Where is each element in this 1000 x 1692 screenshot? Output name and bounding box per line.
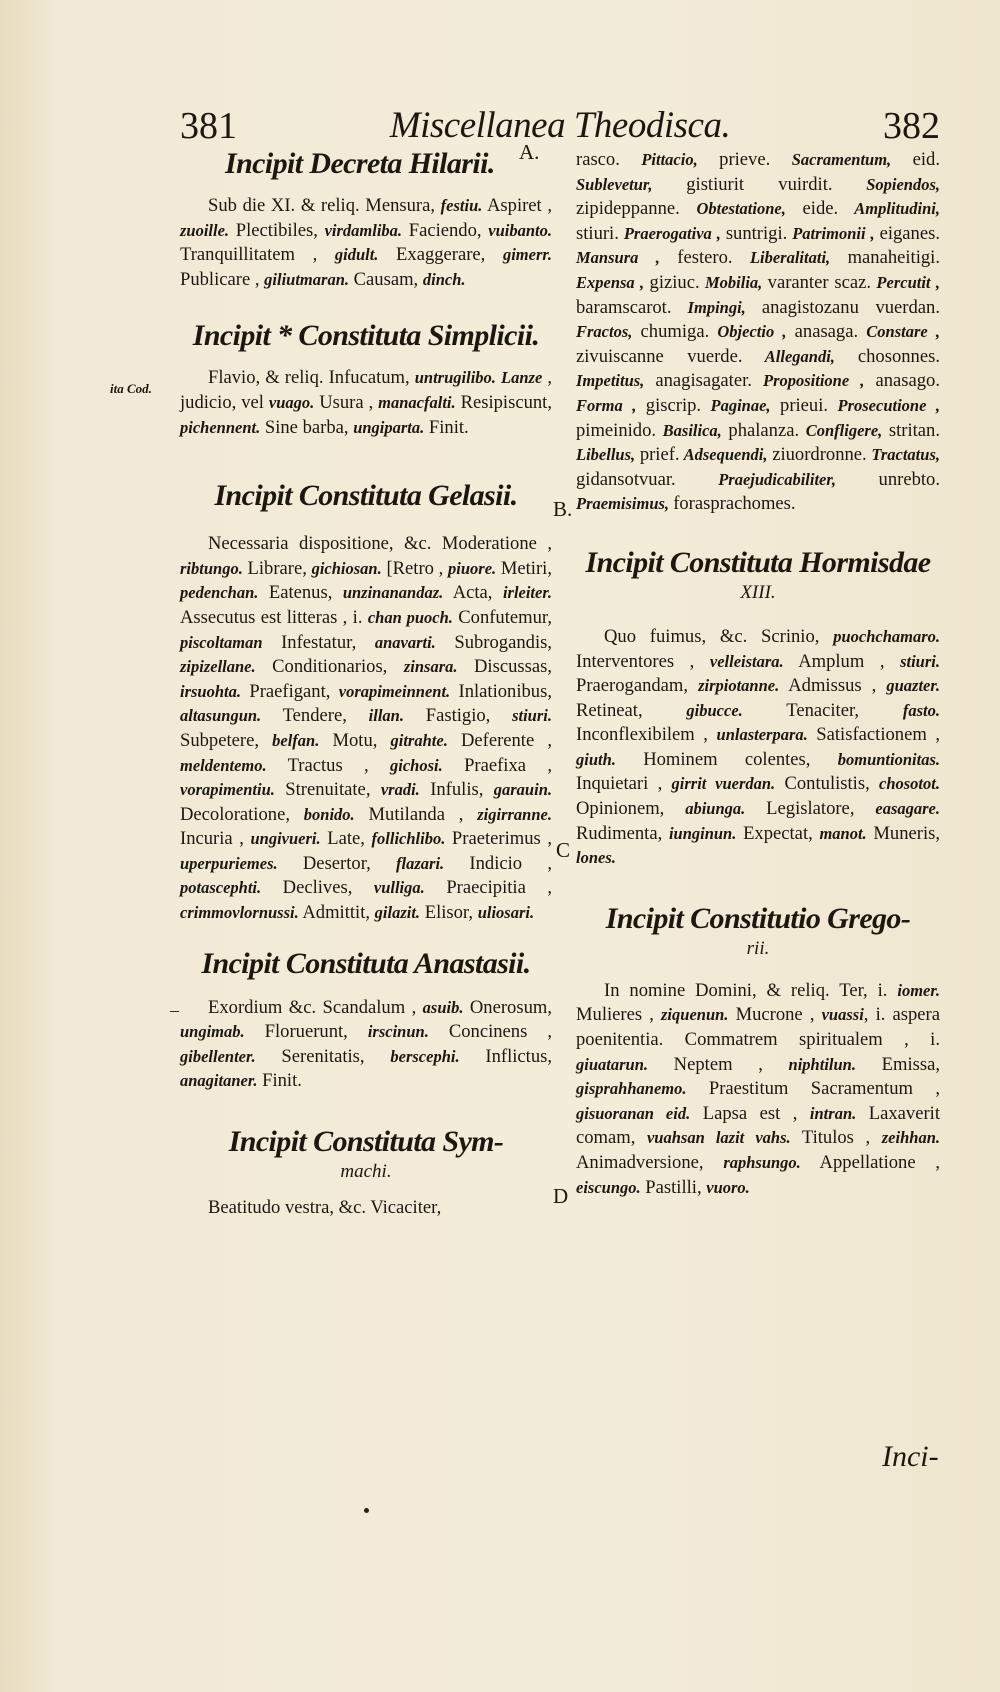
latin-text: Lapsa est , — [690, 1102, 810, 1124]
latin-text: pimeinido. — [576, 419, 657, 441]
latin-text: Mulieres , — [576, 1004, 662, 1026]
gloss-word: puochchamaro. — [833, 626, 940, 646]
latin-text: Tranquillitatem , — [180, 244, 335, 266]
gloss-word: chosotot. — [879, 774, 940, 794]
gloss-word: uliosari. — [477, 903, 535, 923]
margin-note: ita Cod. — [110, 381, 152, 396]
latin-text: Emissa, — [855, 1053, 941, 1075]
paragraph-anastasii — [180, 996, 552, 1094]
margin-dash: – — [170, 1000, 179, 1020]
gloss-word: gibucce. — [686, 700, 743, 720]
latin-text: Late, — [320, 828, 372, 850]
gloss-word: ungimab. — [180, 1022, 245, 1042]
latin-text: Admittit, — [298, 902, 375, 924]
gloss-word: Fractos, — [576, 322, 641, 342]
gloss-word: Mobilia, — [699, 272, 768, 292]
latin-text: varanter scaz. — [767, 271, 872, 293]
gloss-word: bonido. — [303, 804, 355, 824]
gloss-word: vorapimeinnent. — [338, 681, 451, 701]
gloss-word: Tractatus, — [866, 445, 940, 465]
latin-text: Appellatione , — [800, 1152, 940, 1173]
gloss-word: vuahsan lazit vahs. — [646, 1128, 791, 1148]
gloss-word: Sacramentum, — [770, 150, 913, 169]
latin-text: Metiri, — [496, 557, 552, 579]
latin-text: Inconflexibilem , — [576, 724, 717, 746]
latin-text: Conditionarios, — [255, 656, 404, 678]
gloss-word: giuth. — [576, 749, 616, 769]
latin-text: Tractus , — [266, 754, 391, 776]
gloss-word: ungiparta. — [353, 417, 425, 437]
gloss-word: irsuohta. — [180, 681, 241, 701]
gloss-word: Confligere, — [799, 420, 889, 440]
gloss-word: virdamliba. — [324, 220, 403, 240]
gloss-word: iunginun. — [668, 823, 737, 843]
latin-text: Assecutus est litteras , i. — [180, 606, 368, 628]
gloss-word: Prosecutione , — [828, 395, 940, 415]
latin-text: Praerogandam, — [576, 675, 699, 697]
latin-text: stritan. — [888, 419, 940, 441]
gloss-word: gibellenter. — [180, 1046, 256, 1066]
latin-text: Infulis, — [419, 779, 494, 801]
gloss-word: festiu. — [440, 196, 483, 215]
latin-text: Incuria , — [180, 828, 251, 850]
heading-anastasii: Incipit Constituta Anastasii. — [201, 946, 531, 980]
latin-text: unrebto. — [878, 468, 940, 490]
latin-text: Laxaverit comam, — [576, 1102, 940, 1149]
page-number-left: 381 — [180, 105, 237, 147]
latin-text: festero. — [677, 247, 733, 269]
gloss-word: Expensa , — [576, 272, 650, 292]
latin-text: prief. — [639, 444, 680, 466]
latin-text: Sine barba, — [260, 416, 354, 438]
gloss-word: anavarti. — [374, 632, 436, 652]
gloss-word: zeihhan. — [881, 1128, 940, 1148]
latin-text: suntrigi. — [725, 222, 788, 244]
gloss-word: manot. — [819, 823, 867, 843]
latin-text: Amplum , — [783, 650, 901, 672]
gloss-word: Impingi, — [671, 297, 762, 317]
gloss-word: niphtilun. — [788, 1054, 856, 1074]
gloss-word: flazari. — [396, 853, 445, 873]
gloss-word: dinch. — [422, 269, 466, 289]
latin-text: Legislatore, — [745, 798, 876, 820]
latin-text: Exordium &c. Scandalum , — [208, 996, 423, 1018]
gloss-word: eiscungo. — [576, 1177, 641, 1197]
heading-simplicii: Incipit * Constituta Simplicii. — [192, 319, 540, 353]
latin-text: Strenuitate, — [274, 779, 381, 801]
gloss-word: anagitaner. — [180, 1071, 258, 1091]
latin-text: Animadversione, — [576, 1152, 724, 1173]
gloss-word: vuago. — [268, 392, 315, 412]
latin-text: stiuri. — [576, 222, 619, 244]
latin-text: anasago. — [875, 370, 940, 392]
left-column — [180, 148, 552, 1221]
gloss-word: Sublevetur, — [576, 174, 687, 194]
gloss-word: vradi. — [380, 780, 420, 800]
gloss-word: chan puoch. — [367, 607, 453, 627]
latin-text: Mucrone , — [728, 1004, 822, 1026]
latin-text: Finit. — [257, 1070, 302, 1092]
gloss-word: uperpuriemes. — [180, 853, 278, 873]
paragraph-hormisdae — [576, 625, 940, 871]
gloss-word: berscephi. — [390, 1046, 460, 1066]
latin-text: Titulos , — [790, 1127, 882, 1149]
latin-text: Acta, — [443, 582, 503, 604]
paragraph-hilarii — [180, 194, 552, 292]
gloss-word: Obtestatione, — [679, 199, 803, 219]
heading-gregorii-sub: rii. — [746, 937, 770, 959]
latin-text: Quo fuimus, &c. Scrinio, — [604, 625, 834, 647]
gloss-word: piuore. — [448, 558, 497, 578]
gloss-word: gimerr. — [502, 245, 553, 265]
latin-text: Pastilli, — [640, 1176, 707, 1198]
latin-text: , i. aspera poenitentia. Commatrem spiritualem , i. — [576, 1004, 941, 1051]
gloss-word: pedenchan. — [180, 583, 259, 603]
latin-text: Praefixa , — [442, 754, 552, 776]
gloss-word: vuassi — [821, 1005, 864, 1025]
margin-letter-c: C — [556, 838, 571, 862]
gloss-word: bomuntionitas. — [837, 749, 940, 769]
gloss-word: untrugilibo. — [414, 368, 496, 388]
gloss-word: Sopiendos, — [832, 174, 940, 194]
page-number-right: 382 — [883, 105, 940, 147]
latin-text: Usura , — [314, 391, 379, 413]
gloss-word: gidult. — [334, 245, 379, 265]
gloss-word: manacfalti. — [378, 392, 456, 412]
latin-text: , judicio, vel — [180, 367, 552, 413]
gloss-word: Propositione , — [751, 371, 876, 391]
gloss-word: meldentemo. — [180, 755, 267, 775]
gloss-word: fasto. — [902, 700, 940, 720]
gloss-word: vuibanto. — [488, 220, 552, 240]
latin-text: Necessaria dispositione, &c. Moderatione , — [208, 533, 552, 555]
latin-text: Faciendo, — [402, 219, 489, 241]
latin-text: gidansotvuar. — [576, 468, 676, 490]
latin-text: Rudimenta, — [576, 822, 669, 844]
gloss-word: piscoltaman — [180, 632, 263, 652]
heading-symmachi-sub: machi. — [340, 1161, 392, 1183]
gloss-word: giuatarun. — [576, 1054, 648, 1074]
gloss-word: Constare , — [858, 322, 940, 342]
gloss-word: potascephti. — [180, 878, 262, 898]
latin-text: Tendere, — [261, 705, 369, 727]
latin-text: Interventores , — [576, 650, 710, 672]
heading-symmachi: Incipit Constituta Sym- — [228, 1125, 504, 1159]
latin-text: Tenaciter, — [742, 699, 903, 721]
latin-text: Praestitum Sacramentum , — [686, 1078, 940, 1100]
gloss-word: Lanze — [501, 368, 543, 388]
gloss-word: unlasterpara. — [716, 725, 808, 745]
latin-text: Indicio , — [444, 852, 552, 874]
heading-gelasii: Incipit Constituta Gelasii. — [214, 479, 518, 513]
gloss-word: unzinanandaz. — [342, 583, 444, 603]
gloss-word: stiuri. — [512, 706, 552, 726]
gloss-word: altasungun. — [180, 706, 262, 726]
gloss-word: velleistara. — [709, 651, 784, 671]
latin-text: Praeterimus , — [445, 828, 552, 850]
latin-text: Infestatur, — [262, 631, 375, 653]
gloss-word: vorapimentiu. — [180, 780, 275, 800]
latin-text: Flavio, & reliq. Infucatum, — [208, 367, 415, 389]
latin-text: anagisagater. — [655, 370, 752, 392]
latin-text: Serenitatis, — [255, 1045, 391, 1067]
gloss-word: gichosi. — [390, 755, 443, 775]
gloss-word: Impetitus, — [576, 371, 656, 391]
gloss-word: Paginae, — [701, 395, 781, 415]
gloss-word: intran. — [809, 1103, 857, 1123]
latin-text: Concinens , — [428, 1021, 552, 1043]
latin-text: Hominem colentes, — [615, 748, 838, 770]
latin-text: Librare, — [242, 557, 312, 579]
latin-text: manaheitigi. — [847, 247, 940, 269]
heading-hilarii: Incipit Decreta Hilarii. — [225, 147, 495, 180]
latin-text: Declives, — [261, 877, 374, 899]
latin-text: Fastigio, — [403, 705, 513, 727]
margin-letter-d: D — [553, 1184, 569, 1208]
gloss-word: follichlibo. — [371, 829, 446, 849]
gloss-word: zirpiotanne. — [698, 676, 780, 696]
latin-text: zipideppanne. — [576, 198, 680, 220]
margin-letter-a: A. — [519, 140, 540, 164]
gloss-word: Pittacio, — [619, 150, 720, 169]
latin-text: Sub die XI. & reliq. Mensura, — [208, 195, 441, 216]
running-title: Miscellanea Theodisca. — [389, 105, 731, 146]
right-column — [576, 148, 940, 1200]
gloss-word: Basilica, — [656, 420, 729, 440]
ink-speck — [364, 1508, 369, 1513]
gloss-word: zipizellane. — [180, 657, 256, 677]
gloss-word: vulliga. — [373, 878, 425, 898]
gloss-word: girrit vuerdan. — [671, 774, 776, 794]
latin-text: Exaggerare, — [378, 244, 503, 266]
latin-text: Retineat, — [576, 699, 687, 721]
paragraph-symmachi: Beatitudo vestra, &c. Vicaciter, — [208, 1197, 442, 1219]
gloss-word: gitrahte. — [390, 730, 448, 750]
gloss-word: Patrimonii , — [787, 223, 880, 243]
gloss-word: guazter. — [886, 676, 940, 696]
latin-text: Muneris, — [866, 822, 940, 844]
latin-text: Confutemur, — [452, 606, 553, 628]
latin-text: Decoloratione, — [180, 803, 304, 825]
latin-text: [Retro , — [381, 557, 449, 579]
paragraph-simplicii — [180, 366, 552, 440]
gloss-word: Adsequendi, — [679, 445, 773, 465]
latin-text: Praecipitia , — [424, 877, 552, 899]
gloss-word: Allegandi, — [742, 346, 858, 366]
gloss-word: Forma , — [576, 395, 646, 415]
latin-text: Floruerunt, — [244, 1021, 368, 1043]
gloss-word: pichennent. — [180, 417, 261, 437]
catchword: Inci- — [882, 1440, 939, 1473]
gloss-word: belfan. — [272, 730, 320, 750]
gloss-word: asuib. — [422, 997, 464, 1017]
gloss-word: Praemisimus, — [576, 494, 674, 514]
latin-text: Mutilanda , — [354, 803, 478, 825]
gloss-word: garauin. — [493, 780, 552, 800]
latin-text: Eatenus, — [258, 582, 343, 604]
gloss-word: easagare. — [875, 799, 940, 819]
latin-text: forasprachomes. — [673, 493, 796, 515]
paragraph-gregorii — [576, 979, 940, 1200]
gloss-word: irscinun. — [367, 1022, 429, 1042]
heading-hormisdae: Incipit Constituta Hormisdae — [585, 545, 931, 579]
latin-text: Neptem , — [648, 1053, 789, 1075]
latin-text: anasaga. — [794, 321, 859, 343]
gloss-word: lones. — [576, 848, 616, 868]
gloss-word: raphsungo. — [723, 1153, 801, 1172]
latin-text: Subrogandis, — [435, 631, 552, 653]
latin-text: Praefigant, — [241, 680, 339, 702]
latin-text: eide. — [802, 198, 839, 220]
latin-text: giscrip. — [645, 394, 702, 416]
gloss-word: abiunga. — [685, 799, 746, 819]
gloss-word: Praejudicabiliter, — [675, 469, 879, 489]
latin-text: Opinionem, — [576, 798, 686, 820]
gloss-word: Libellus, — [576, 445, 640, 465]
latin-text: gistiurit vuirdit. — [686, 173, 833, 195]
gloss-word: Liberalitati, — [732, 248, 848, 268]
gloss-word: gisprahhanemo. — [576, 1079, 687, 1099]
gloss-word: Amplitudini, — [838, 199, 940, 219]
heading-hormisdae-sub: XIII. — [740, 581, 776, 603]
gloss-word: gilazit. — [374, 903, 421, 923]
gloss-word: giliutmaran. — [264, 269, 349, 289]
latin-text: Causam, — [349, 268, 423, 290]
latin-text: Admissus , — [779, 675, 887, 697]
latin-text: Aspiret , — [482, 195, 553, 216]
gloss-word: illan. — [368, 706, 404, 726]
gloss-word: ungivueri. — [250, 829, 321, 849]
latin-text: Elisor, — [420, 902, 478, 924]
gloss-word: gisuoranan eid. — [576, 1103, 691, 1123]
latin-text: Onerosum, — [463, 996, 552, 1018]
latin-text: Finit. — [424, 416, 469, 438]
gloss-word: Objectio , — [709, 322, 795, 342]
latin-text: prieve. — [719, 149, 771, 170]
latin-text: prieui. — [780, 394, 829, 416]
latin-text: Publicare , — [180, 268, 265, 290]
latin-text: Contulistis, — [775, 773, 880, 795]
latin-text: eiganes. — [879, 222, 940, 244]
gloss-word: stiuri. — [900, 651, 940, 671]
latin-text: giziuc. — [649, 271, 700, 293]
margin-letter-b: B. — [553, 497, 573, 521]
gloss-word: zinsara. — [403, 657, 458, 677]
latin-text: Discussas, — [457, 656, 552, 678]
latin-text: Subpetere, — [180, 729, 273, 751]
gloss-word: vuoro. — [706, 1177, 750, 1197]
latin-text: baramscarot. — [576, 296, 672, 318]
latin-text: Satisfactionem , — [807, 724, 941, 746]
paragraph-gelasii — [180, 532, 552, 926]
latin-text: chumiga. — [640, 321, 710, 343]
gloss-word: zuoille. — [180, 220, 230, 240]
latin-text: Inlationibus, — [450, 680, 552, 702]
gloss-word: gichiosan. — [311, 558, 382, 578]
latin-text: Plectibiles, — [229, 219, 325, 241]
latin-text: ziuordronne. — [772, 444, 867, 466]
latin-text: Inflictus, — [459, 1045, 552, 1067]
gloss-word: zigirranne. — [477, 804, 552, 824]
latin-text: chosonnes. — [857, 345, 940, 367]
gloss-word: ziquenun. — [661, 1005, 729, 1025]
latin-text: Motu, — [319, 729, 391, 751]
latin-text: eid. — [912, 149, 940, 170]
gloss-word: Praerogativa , — [618, 223, 726, 243]
gloss-word: crimmovlornussi. — [180, 903, 299, 923]
latin-text: Expectat, — [736, 822, 820, 844]
gloss-word: irleiter. — [502, 583, 552, 603]
latin-text: anagistozanu vuerdan. — [761, 296, 940, 318]
gloss-word: ribtungo. — [180, 558, 243, 578]
gloss-word: iomer. — [897, 980, 940, 1000]
latin-text: Inquietari , — [576, 773, 672, 795]
latin-text: Deferente , — [447, 729, 552, 751]
latin-text: zivuiscanne vuerde. — [576, 345, 743, 367]
gloss-word: Percutit , — [871, 272, 940, 292]
heading-gregorii: Incipit Constitutio Grego- — [605, 901, 911, 935]
latin-text: rasco. — [576, 149, 620, 170]
paragraph-continued — [576, 148, 940, 517]
latin-text: Desertor, — [277, 852, 397, 874]
latin-text: phalanza. — [728, 419, 800, 441]
latin-text: Resipiscunt, — [455, 391, 552, 413]
latin-text: In nomine Domini, & reliq. Ter, i. — [604, 979, 898, 1001]
gloss-word: Mansura , — [576, 248, 678, 268]
